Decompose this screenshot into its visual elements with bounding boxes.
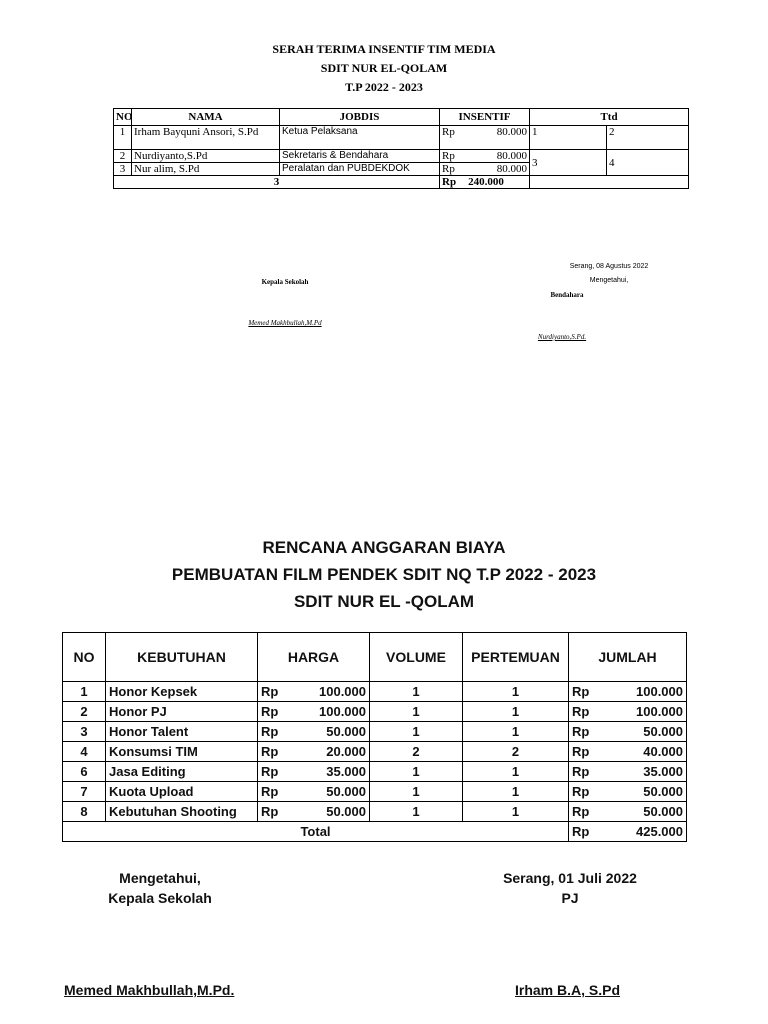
total-amount: 240.000 [468,176,504,188]
table-row [63,782,687,802]
amount: 80.000 [496,126,527,138]
doc1-incentive-table [113,108,689,189]
doc1-title-line: SERAH TERIMA INSENTIF TIM MEDIA [272,42,496,56]
cell-volume: 1 [370,782,463,802]
cell-volume: 1 [370,802,463,822]
cell-harga [258,722,370,742]
cell-ttd-left: 3 [530,150,607,176]
amount: 80.000 [496,163,527,175]
doc2-title-line: SDIT NUR EL -QOLAM [293,592,475,611]
col-header-no: NO [114,109,132,126]
total-row [114,176,689,189]
cell-no: 2 [114,150,132,163]
table-row [63,742,687,762]
currency-label: Rp [572,744,590,759]
currency-label: Rp [572,704,590,719]
cell-jumlah [569,742,687,762]
table-row [63,722,687,742]
cell-no: 8 [63,802,106,822]
doc2-principal-name: Memed Makhbullah,M.Pd. [64,982,235,998]
table-row [114,126,689,150]
currency-label: Rp [261,684,279,699]
currency-label: Rp [442,176,457,188]
cell-no: 3 [114,163,132,176]
col-header-kebutuhan: KEBUTUHAN [106,633,258,682]
cell-ttd-left: 1 [530,126,607,150]
currency-label: Rp [261,804,279,819]
cell-nama: Irham Bayquni Ansori, S.Pd [132,126,280,150]
cell-jumlah [569,802,687,822]
cell-pertemuan: 1 [463,762,569,782]
col-header-ttd: Ttd [530,109,689,126]
cell-harga [258,742,370,762]
doc2-budget-table [62,632,687,842]
doc1-principal-name: Memed Makhbullah,M.Pd [248,319,322,327]
cell-insentif [440,126,530,150]
cell-kebutuhan: Honor Talent [106,722,258,742]
amount: 40.000 [643,744,683,759]
cell-no: 6 [63,762,106,782]
total-row [63,822,687,842]
col-header-pertemuan: PERTEMUAN [463,633,569,682]
amount: 50.000 [643,724,683,739]
cell-jumlah [569,722,687,742]
amount: 100.000 [319,704,366,719]
cell-harga [258,782,370,802]
cell-jobdis: Sekretaris & Bendahara [280,150,440,163]
col-header-no: NO [63,633,106,682]
cell-pertemuan: 1 [463,802,569,822]
cell-pertemuan: 1 [463,782,569,802]
currency-label: Rp [572,804,590,819]
cell-jumlah [569,762,687,782]
doc2-known-by: Mengetahui, [119,870,201,886]
doc2-principal-title: Kepala Sekolah [108,890,212,906]
currency-label: Rp [261,784,279,799]
currency-label: Rp [572,724,590,739]
total-insentif [440,176,530,189]
amount: 50.000 [643,804,683,819]
col-header-jumlah: JUMLAH [569,633,687,682]
col-header-nama: NAMA [132,109,280,126]
cell-ttd-right: 4 [607,150,689,176]
currency-label: Rp [442,150,455,162]
cell-insentif [440,163,530,176]
table-row [63,762,687,782]
doc2-title-line: RENCANA ANGGARAN BIAYA [262,538,506,557]
currency-label: Rp [261,744,279,759]
amount: 50.000 [326,804,366,819]
col-header-harga: HARGA [258,633,370,682]
cell-no: 3 [63,722,106,742]
amount: 20.000 [326,744,366,759]
doc2-pj-name: Irham B.A, S.Pd [515,982,621,998]
doc1-title [0,40,768,97]
cell-no: 1 [63,682,106,702]
cell-ttd-right: 2 [607,126,689,150]
total-count: 3 [114,176,440,189]
cell-harga [258,802,370,822]
doc1-title-line: SDIT NUR EL-QOLAM [320,61,448,75]
cell-kebutuhan: Jasa Editing [106,762,258,782]
cell-pertemuan: 1 [463,722,569,742]
col-header-jobdis: JOBDIS [280,109,440,126]
cell-volume: 1 [370,722,463,742]
cell-volume: 2 [370,742,463,762]
currency-label: Rp [572,784,590,799]
cell-jobdis: Peralatan dan PUBDEKDOK [280,163,440,176]
col-header-insentif: INSENTIF [440,109,530,126]
amount: 50.000 [326,784,366,799]
cell-pertemuan: 1 [463,682,569,702]
cell-jumlah [569,782,687,802]
cell-jumlah [569,702,687,722]
cell-no: 7 [63,782,106,802]
total-jumlah [569,822,687,842]
currency-label: Rp [261,704,279,719]
table-row [63,702,687,722]
cell-kebutuhan: Honor PJ [106,702,258,722]
cell-jobdis: Ketua Pelaksana [280,126,440,150]
amount: 50.000 [326,724,366,739]
amount: 35.000 [326,764,366,779]
doc2-title-line: PEMBUATAN FILM PENDEK SDIT NQ T.P 2022 - 2023 [171,565,597,584]
doc1-title-line: T.P 2022 - 2023 [345,80,423,94]
cell-kebutuhan: Kebutuhan Shooting [106,802,258,822]
cell-pertemuan: 2 [463,742,569,762]
cell-harga [258,702,370,722]
doc1-place-date: Serang, 08 Agustus 2022 [569,263,649,270]
amount: 100.000 [636,704,683,719]
cell-kebutuhan: Kuota Upload [106,782,258,802]
cell-kebutuhan: Konsumsi TIM [106,742,258,762]
doc2-title [0,534,768,615]
total-ttd-empty [530,176,689,189]
cell-jumlah [569,682,687,702]
cell-harga [258,762,370,782]
cell-no: 1 [114,126,132,150]
cell-insentif [440,150,530,163]
cell-volume: 1 [370,762,463,782]
doc1-treasurer-title: Bendahara [550,291,584,299]
amount: 35.000 [643,764,683,779]
currency-label: Rp [261,724,279,739]
cell-nama: Nur alim, S.Pd [132,163,280,176]
budget-rows [63,682,687,822]
doc1-treasurer-name: Nurdiyanto,S.Pd. [537,333,587,341]
doc2-pj-title: PJ [561,890,579,906]
currency-label: Rp [572,824,590,839]
table-header-row [63,633,687,682]
total-label: Total [63,822,569,842]
amount: 100.000 [319,684,366,699]
cell-volume: 1 [370,702,463,722]
doc1-principal-title: Kepala Sekolah [261,278,309,286]
cell-kebutuhan: Honor Kepsek [106,682,258,702]
cell-volume: 1 [370,682,463,702]
table-header-row [114,109,689,126]
total-amount: 425.000 [636,824,683,839]
currency-label: Rp [572,764,590,779]
cell-harga [258,682,370,702]
currency-label: Rp [572,684,590,699]
cell-no: 2 [63,702,106,722]
table-row [114,150,689,163]
amount: 80.000 [496,150,527,162]
cell-nama: Nurdiyanto,S.Pd [132,150,280,163]
table-row [63,802,687,822]
amount: 50.000 [643,784,683,799]
currency-label: Rp [442,163,455,175]
currency-label: Rp [261,764,279,779]
cell-no: 4 [63,742,106,762]
doc1-known-by: Mengetahui, [589,277,629,284]
col-header-volume: VOLUME [370,633,463,682]
currency-label: Rp [442,126,455,138]
doc2-place-date: Serang, 01 Juli 2022 [503,870,637,886]
amount: 100.000 [636,684,683,699]
cell-pertemuan: 1 [463,702,569,722]
table-row [63,682,687,702]
